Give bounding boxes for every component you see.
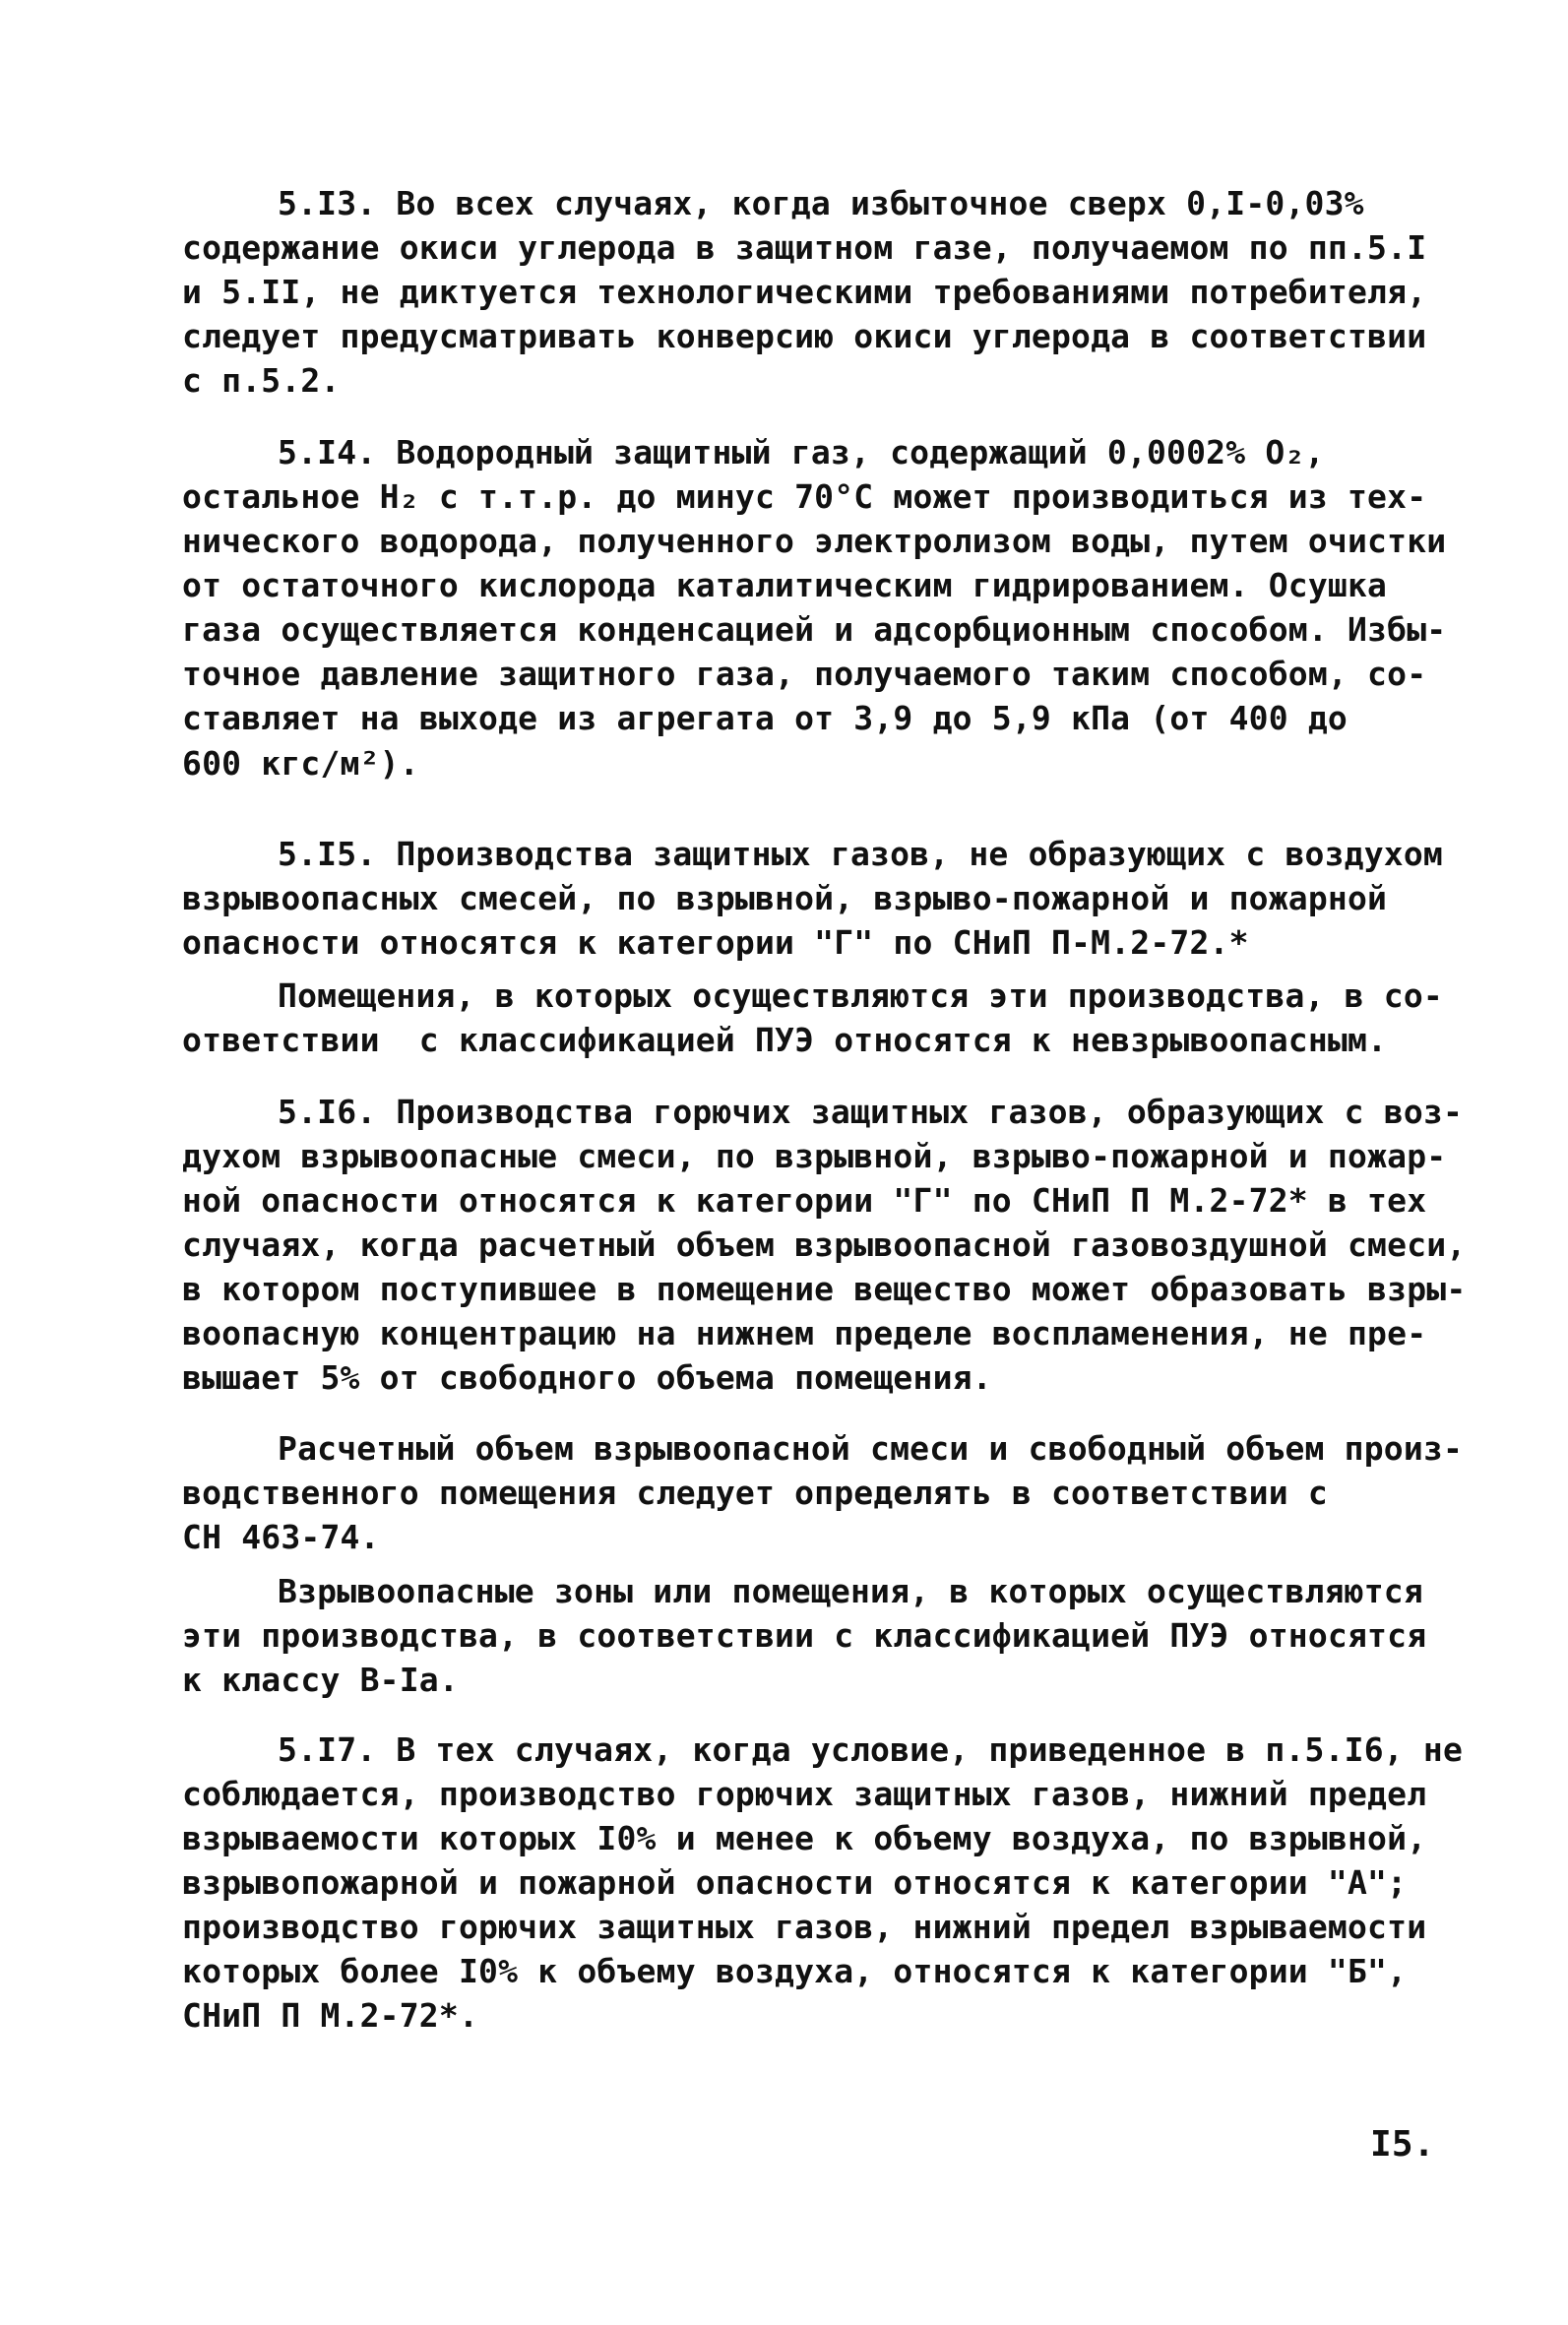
text-line: ставляет на выходе из агрегата от 3,9 до 5,9 кПа (от 400 до <box>182 699 1348 737</box>
text-line: взрываемости которых I0% и менее к объему воздуха, по взрывной, <box>182 1819 1427 1857</box>
text-line: Расчетный объем взрывоопасной смеси и свободный объем произ- <box>278 1429 1464 1468</box>
text-line: ной опасности относятся к категории "Г" по СНиП П М.2-72* в тех <box>182 1181 1427 1220</box>
text-line: остальное H₂ с т.т.р. до минус 70°С может производиться из тех- <box>182 477 1427 516</box>
text-line: Помещения, в которых осуществляются эти производства, в со- <box>278 976 1443 1015</box>
page-number: I5. <box>1370 2124 1435 2165</box>
text-line: 5.I6. Производства горючих защитных газов, образующих с воз- <box>278 1093 1464 1131</box>
text-line: эти производства, в соответствии с классификацией ПУЭ относятся <box>182 1616 1427 1655</box>
text-line: следует предусматривать конверсию окиси углерода в соответствии <box>182 317 1427 355</box>
text-line: 600 кгс/м²). <box>182 744 419 783</box>
text-line: содержание окиси углерода в защитном газе, получаемом по пп.5.I <box>182 228 1427 267</box>
text-line: воопасную концентрацию на нижнем пределе воспламенения, не пре- <box>182 1314 1427 1352</box>
text-line: и 5.II, не диктуется технологическими требованиями потребителя, <box>182 273 1427 311</box>
text-line: духом взрывоопасные смеси, по взрывной, взрыво-пожарной и пожар- <box>182 1137 1447 1175</box>
text-line: взрывопожарной и пожарной опасности относятся к категории "А"; <box>182 1863 1408 1902</box>
text-line: 5.I3. Во всех случаях, когда избыточное сверх 0,I-0,03% <box>278 184 1364 222</box>
text-line: от остаточного кислорода каталитическим гидрированием. Осушка <box>182 566 1388 604</box>
text-line: ответствии с классификацией ПУЭ относятся к невзрывоопасным. <box>182 1021 1388 1059</box>
text-line: 5.I4. Водородный защитный газ, содержащий 0,0002% O₂, <box>278 433 1325 471</box>
text-line: к классу В-Iа. <box>182 1661 459 1699</box>
text-line: газа осуществляется конденсацией и адсорбционным способом. Избы- <box>182 610 1447 649</box>
text-line: случаях, когда расчетный объем взрывоопасной газовоздушной смеси, <box>182 1225 1467 1264</box>
text-line: точное давление защитного газа, получаемого таким способом, со- <box>182 655 1427 693</box>
text-line: с п.5.2. <box>182 361 341 400</box>
text-line: 5.I7. В тех случаях, когда условие, приведенное в п.5.I6, не <box>278 1730 1464 1769</box>
text-line: нического водорода, полученного электролизом воды, путем очистки <box>182 522 1447 560</box>
text-line: СН 463-74. <box>182 1518 380 1556</box>
text-line: Взрывоопасные зоны или помещения, в которых осуществляются <box>278 1572 1423 1610</box>
text-line: 5.I5. Производства защитных газов, не образующих с воздухом <box>278 835 1443 873</box>
text-line: вышает 5% от свободного объема помещения. <box>182 1358 992 1397</box>
text-line: взрывоопасных смесей, по взрывной, взрыво-пожарной и пожарной <box>182 879 1388 917</box>
text-line: соблюдается, производство горючих защитных газов, нижний предел <box>182 1775 1427 1813</box>
text-line: СНиП П М.2-72*. <box>182 1996 479 2035</box>
text-line: опасности относятся к категории "Г" по СНиП П-М.2-72.* <box>182 923 1249 962</box>
text-line: в котором поступившее в помещение вещество может образовать взры- <box>182 1270 1467 1308</box>
text-line: производство горючих защитных газов, нижний предел взрываемости <box>182 1908 1427 1946</box>
text-line: водственного помещения следует определять в соответствии с <box>182 1474 1328 1512</box>
text-line: которых более I0% к объему воздуха, относятся к категории "Б", <box>182 1952 1408 1990</box>
